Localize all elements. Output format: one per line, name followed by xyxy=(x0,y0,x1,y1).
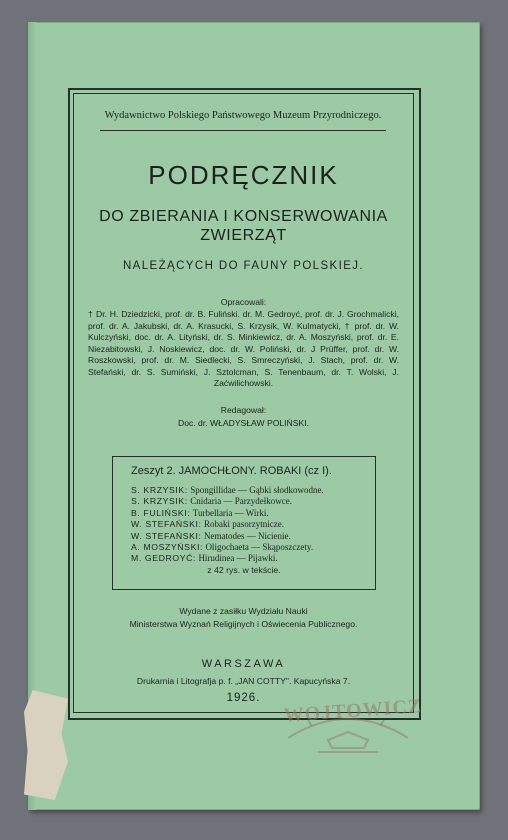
list-item xyxy=(131,496,324,507)
stamp-text: WOJTOWICZ xyxy=(283,695,423,727)
entry-author: S. KRZYSIK: xyxy=(131,485,188,495)
publisher-line xyxy=(100,100,386,131)
authors-list: † Dr. H. Dziedzicki, prof. dr. B. Fuliński. dr. M. Gedroyć, prof. dr. J. Grochmalicki, prof. dr. A. Jakubski, dr. A. Krasucki, S. Krzysik, W. Kulmatycki, † prof. dr. W. Kulczyński, doc. dr. A. Lityński, dr. S. Minkiewicz, dr. A. Moszyński, prof. dr. E. Niezabitowski, J. Noskiewicz, doc. dr. W. Poliński, dr. J Prüffer, prof. dr. W. Roszkowski, prof. dr. M. Siedlecki, S. Smreczyński, J. Stach, prof. dr. W. Stefański, dr. S. Sumiński, J. Sztolcman, S. Tenenbaum, dr. T. Wolski, J. Zaćwilichowski. xyxy=(88,309,399,388)
entry-topic: Nematodes — Nicienie. xyxy=(203,530,291,541)
funding-line-2: Ministerstwa Wyznań Religijnych i Oświecenia Publicznego. xyxy=(129,619,358,629)
entry-topic: Cnidaria — Parzydełkowce. xyxy=(190,496,292,507)
entry-topic: Oligochaeta — Skąposzczety. xyxy=(205,542,314,553)
entry-topic: Spongillidae — Gąbki słodkowodne. xyxy=(190,485,324,495)
editor-heading: Redagował: xyxy=(220,405,267,415)
entry-author: W. STEFAŃSKI: xyxy=(131,530,202,541)
main-title: PODRĘCZNIK xyxy=(148,160,339,190)
issue-heading: Zeszyt 2. JAMOCHŁONY. ROBAKI (cz I). xyxy=(131,465,332,477)
entry-author: S. KRZYSIK: xyxy=(131,496,188,507)
place-of-publication: WARSZAWA xyxy=(201,658,286,670)
list-item xyxy=(131,485,324,496)
funding-line-1: Wydane z zasiłku Wydziału Nauki xyxy=(179,606,308,616)
entry-author: M. GEDROYĆ: xyxy=(131,553,197,564)
list-item xyxy=(131,519,324,530)
subtitle-line-2: ZWIERZĄT xyxy=(200,227,287,244)
issue-box xyxy=(112,456,376,590)
list-item xyxy=(131,531,324,542)
entry-author: W. STEFAŃSKI: xyxy=(131,519,202,530)
publisher-text: Wydawnictwo Polskiego Państwowego Muzeum Przyrodniczego. xyxy=(104,109,382,121)
issue-contents xyxy=(131,485,324,565)
entry-topic: Turbellaria — Wirki. xyxy=(192,507,269,518)
figures-note: z 42 rys. w tekście. xyxy=(207,565,281,575)
subtitle-line-3: NALEŻĄCYCH DO FAUNY POLSKIEJ. xyxy=(122,260,365,272)
printer-line: Drukarnia i Litografja p. f. „JAN COTTY". Kapucyńska 7. xyxy=(136,676,351,686)
list-item xyxy=(131,508,324,519)
list-item xyxy=(131,553,324,564)
entry-topic: Robaki pasorzytnicze. xyxy=(203,519,284,530)
list-item xyxy=(131,542,324,553)
subtitle-line-1: DO ZBIERANIA I KONSERWOWANIA xyxy=(99,208,388,225)
publication-year: 1926. xyxy=(226,692,261,704)
subtitle xyxy=(73,207,414,245)
seller-stamp xyxy=(268,690,428,770)
entry-author: B. FULIŃSKI: xyxy=(131,507,191,518)
editor-name: Doc. dr. WŁADYSŁAW POLIŃSKI. xyxy=(177,418,309,428)
entry-topic: Hirudinea — Pijawki. xyxy=(198,553,278,564)
authors-heading: Opracowali: xyxy=(220,297,267,307)
entry-author: A. MOSZYŃSKI: xyxy=(131,542,204,553)
